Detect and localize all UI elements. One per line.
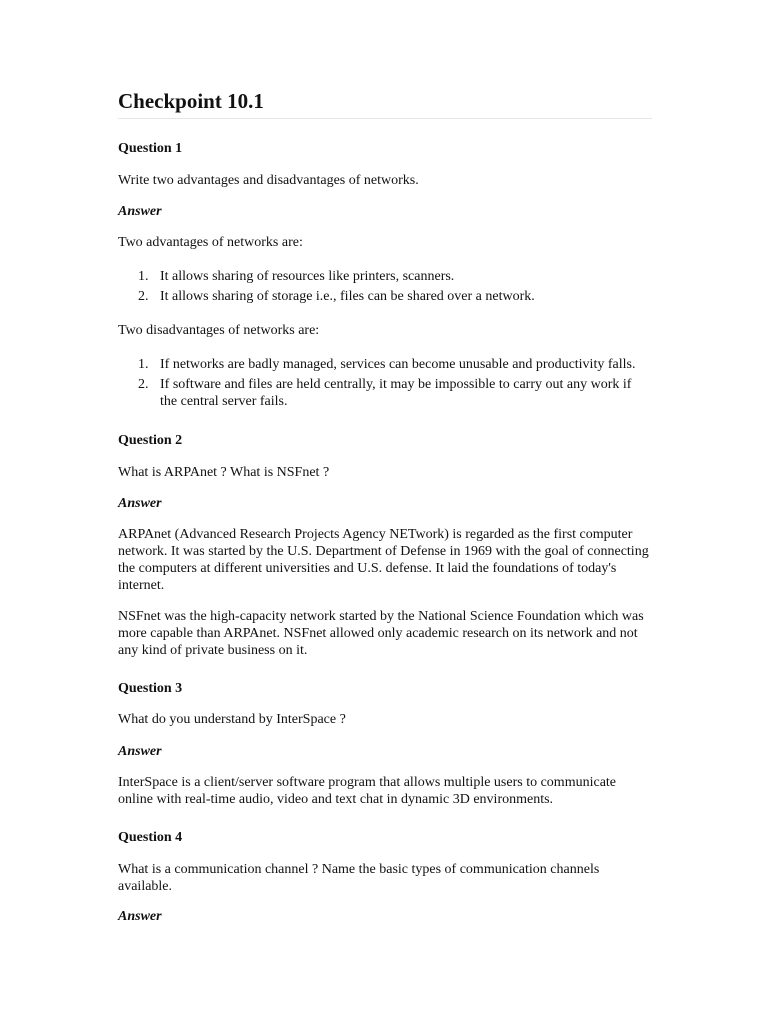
title-divider bbox=[118, 118, 652, 119]
disadvantage-2: If software and files are held centrally, it may be impossible to carry out any work if the central server fails. bbox=[160, 377, 632, 409]
disadvantages-list bbox=[118, 356, 652, 413]
question-2-answer-label: Answer bbox=[118, 496, 162, 511]
disadvantage-1: If networks are badly managed, services can become unusable and productivity falls. bbox=[160, 357, 636, 372]
list-number: 2. bbox=[138, 377, 149, 392]
advantage-1: It allows sharing of resources like printers, scanners. bbox=[160, 269, 455, 284]
list-number: 2. bbox=[138, 289, 149, 304]
question-4-answer-label: Answer bbox=[118, 909, 162, 924]
nsfnet-answer: NSFnet was the high-capacity network started by the National Science Foundation which was more capable than ARPAnet. NSFnet allowed only academic research on its network and not any kind of private business on it. bbox=[118, 609, 644, 658]
list-item bbox=[118, 268, 652, 285]
question-3-heading: Question 3 bbox=[118, 681, 183, 696]
advantages-intro: Two advantages of networks are: bbox=[118, 235, 303, 250]
list-number: 1. bbox=[138, 357, 149, 372]
question-1-text: Write two advantages and disadvantages of networks. bbox=[118, 173, 419, 188]
advantage-2: It allows sharing of storage i.e., files can be shared over a network. bbox=[160, 289, 535, 304]
disadvantages-intro: Two disadvantages of networks are: bbox=[118, 323, 320, 338]
question-3-text: What do you understand by InterSpace ? bbox=[118, 712, 346, 727]
question-4-text: What is a communication channel ? Name the basic types of communication channels available. bbox=[118, 862, 600, 894]
question-4-heading: Question 4 bbox=[118, 830, 183, 845]
question-3-answer-label: Answer bbox=[118, 744, 162, 759]
list-number: 1. bbox=[138, 269, 149, 284]
arpanet-answer: ARPAnet (Advanced Research Projects Agency NETwork) is regarded as the first computer network. It was started by the U.S. Department of Defense in 1969 with the goal of connecting the computers at different universities and U.S. defense. It laid the foundations of today's internet. bbox=[118, 527, 649, 593]
list-item bbox=[118, 288, 652, 305]
list-item bbox=[118, 356, 652, 373]
question-2-text: What is ARPAnet ? What is NSFnet ? bbox=[118, 465, 330, 480]
page-title: Checkpoint 10.1 bbox=[118, 89, 264, 113]
interspace-answer: InterSpace is a client/server software program that allows multiple users to communicate online with real-time audio, video and text chat in dynamic 3D environments. bbox=[118, 775, 617, 807]
list-item bbox=[118, 376, 652, 410]
question-2-heading: Question 2 bbox=[118, 433, 183, 448]
question-1-heading: Question 1 bbox=[118, 141, 183, 156]
advantages-list bbox=[118, 268, 652, 308]
question-1-answer-label: Answer bbox=[118, 204, 162, 219]
